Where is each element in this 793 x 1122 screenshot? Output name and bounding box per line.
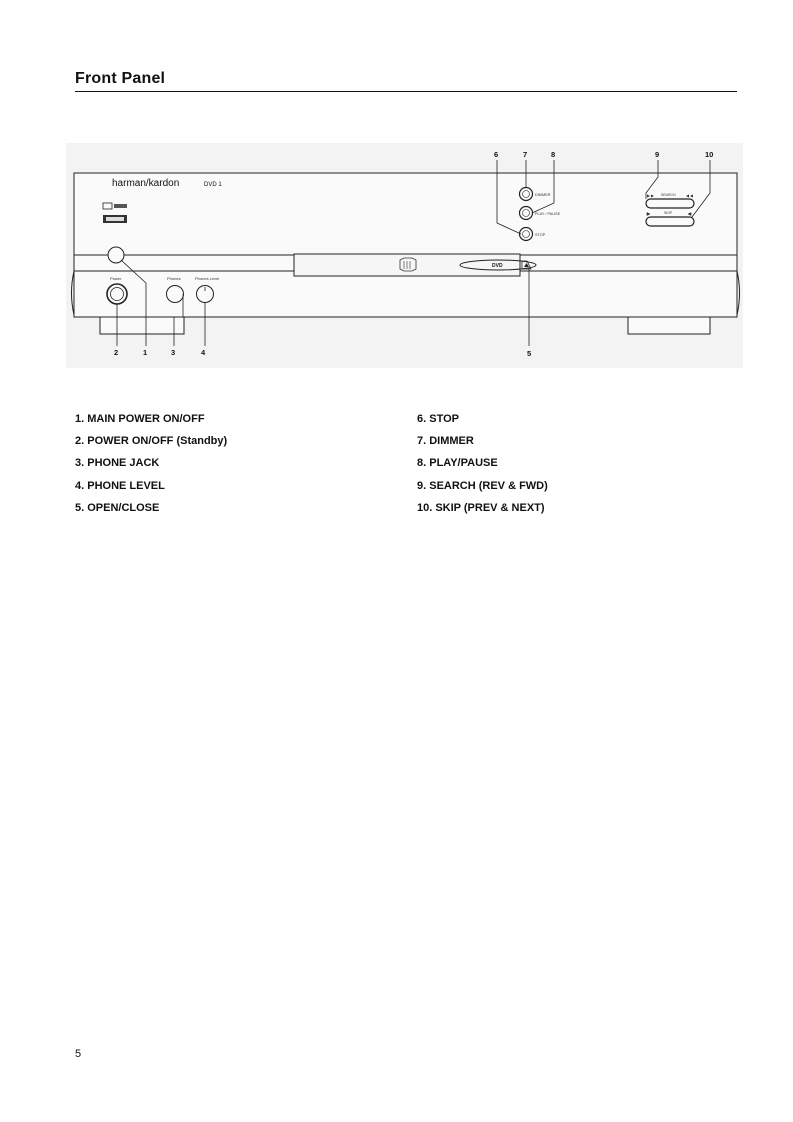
legend-item: 7. DIMMER <box>417 435 474 448</box>
phones-label: Phones <box>167 276 181 281</box>
title-divider <box>75 91 737 92</box>
dimmer-button[interactable] <box>520 188 533 201</box>
stop-label: STOP <box>535 233 546 237</box>
brand-logo: harman/kardon <box>112 178 180 189</box>
front-panel-diagram <box>66 143 743 368</box>
skip-rocker-button[interactable] <box>646 217 694 226</box>
search-label: SEARCH <box>661 193 676 197</box>
search-rocker-button[interactable] <box>646 199 694 208</box>
standby-power-button[interactable] <box>107 284 127 304</box>
legend-item: 3. PHONE JACK <box>75 457 160 470</box>
page-title: Front Panel <box>75 70 166 87</box>
page-number: 5 <box>75 1048 82 1060</box>
legend-right-column <box>417 412 548 523</box>
dimmer-label: DIMMER <box>535 193 551 197</box>
left-foot <box>100 317 184 334</box>
legend-item: 10. SKIP (PREV & NEXT) <box>417 501 545 514</box>
legend-item: 8. PLAY/PAUSE <box>417 457 498 470</box>
callout-5: 5 <box>527 349 532 358</box>
legend-item: 6. STOP <box>417 413 459 425</box>
legend-item: 2. POWER ON/OFF (Standby) <box>75 435 228 448</box>
play-pause-button[interactable] <box>520 207 533 220</box>
phones-level-label: Phones Level <box>195 276 220 281</box>
callout-2: 2 <box>114 348 119 357</box>
phone-jack[interactable] <box>167 286 184 303</box>
callout-7: 7 <box>523 150 528 159</box>
callout-3: 3 <box>171 348 176 357</box>
callout-4: 4 <box>201 348 206 357</box>
power-label: Power <box>110 276 122 281</box>
legend-item: 4. PHONE LEVEL <box>75 479 165 492</box>
model-label: DVD 1 <box>204 182 222 188</box>
legend-item: 1. MAIN POWER ON/OFF <box>75 413 205 425</box>
skip-label: SKIP <box>664 211 672 215</box>
callout-1: 1 <box>143 348 148 357</box>
dvd-logo-text: DVD <box>492 263 503 269</box>
dts-logo <box>103 215 127 223</box>
callout-6: 6 <box>494 150 499 159</box>
disc-tray <box>294 254 536 276</box>
right-foot <box>628 317 710 334</box>
legend-left-column <box>75 412 227 523</box>
legend-item: 9. SEARCH (REV & FWD) <box>417 479 548 492</box>
callout-10: 10 <box>705 150 714 159</box>
play-pause-label: PLAY / PAUSE <box>535 212 561 216</box>
callout-8: 8 <box>551 150 556 159</box>
legend-item: 5. OPEN/CLOSE <box>75 501 160 514</box>
stop-button[interactable] <box>520 228 533 241</box>
callout-9: 9 <box>655 150 660 159</box>
